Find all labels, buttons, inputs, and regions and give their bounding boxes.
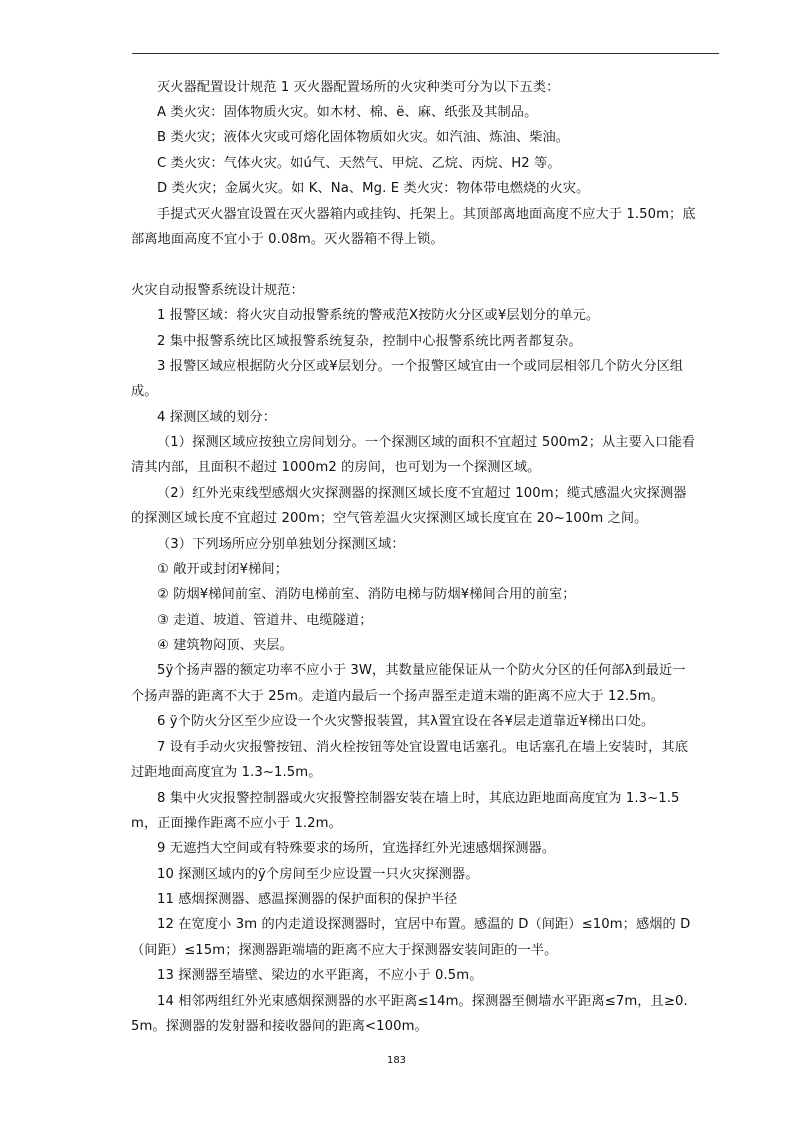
text-line-21: ③ 走道、坡道、管道井、电缆隧道； [157, 613, 373, 628]
text-line-24: 个扬声器的距离不大于 25m。走道内最后一个扬声器至走道末端的距离不应大于 12.5m。 [131, 689, 664, 704]
text-line-29: m，正面操作距离不应小于 1.2m。 [131, 816, 342, 831]
text-line-14: （1）探测区域应按独立房间划分。一个探测区域的面积不宜超过 500m2；从主要入口能看 [157, 435, 696, 450]
text-line-32: 11 感烟探测器、感温探测器的保护面积的保护半径 [157, 892, 458, 907]
text-line-10: 2 集中报警系统比区域报警系统复杂，控制中心报警系统比两者都复杂。 [157, 334, 582, 349]
text-line-28: 8 集中火灾报警控制器或火灾报警控制器安装在墙上时，其底边距地面高度宜为 1.3~1.5 [157, 791, 680, 806]
header-rule [132, 53, 719, 54]
text-line-19: ① 敞开或封闭¥梯间； [157, 562, 289, 577]
text-line-3: B 类火灾；液体火灾或可熔化固体物质如火灾。如汽油、炼油、柴油。 [157, 130, 570, 145]
text-line-18: （3）下列场所应分别单独划分探测区域： [157, 537, 405, 552]
page-number: 183 [386, 1055, 407, 1066]
text-line-13: 4 探测区域的划分： [157, 410, 277, 425]
section-heading: 火灾自动报警系统设计规范： [131, 283, 304, 298]
text-line-7: 部离地面高度不宜小于 0.08m。灭火器箱不得上锁。 [131, 232, 444, 247]
text-line-22: ④ 建筑物闷顶、夹层。 [157, 638, 293, 653]
text-line-36: 14 相邻两组红外光束感烟探测器的水平距离≤14m。探测器至侧墙水平距离≤7m，且≥0. [157, 994, 688, 1009]
text-line-37: 5m。探测器的发射器和接收器间的距离<100m。 [131, 1019, 428, 1034]
text-line-31: 10 探测区域内的ÿ个房间至少应设置一只火灾探测器。 [157, 867, 479, 882]
text-line-15: 清其内部，且面积不超过 1000m2 的房间，也可划为一个探测区域。 [131, 460, 541, 475]
text-line-35: 13 探测器至墙壁、梁边的水平距离，不应小于 0.5m。 [157, 968, 483, 983]
text-line-17: 的探测区域长度不宜超过 200m；空气管差温火灾探测区域长度宜在 20~100m 之间。 [131, 511, 648, 526]
text-line-33: 12 在宽度小 3m 的内走道设探测器时，宜居中布置。感温的 D（间距）≤10m；感烟的 D [157, 917, 691, 932]
text-line-16: （2）红外光束线型感烟火灾探测器的探测区域长度不宜超过 100m；缆式感温火灾探测器 [157, 486, 687, 501]
text-line-30: 9 无遮挡大空间或有特殊要求的场所，宜选择红外光速感烟探测器。 [157, 841, 556, 856]
text-line-6: 手提式灭火器宜设置在灭火器箱内或挂钩、托架上。其顶部离地面高度不应大于 1.50m；底 [157, 207, 696, 222]
text-line-5: D 类火灾；金属火灾。如 K、Na、Mg. E 类火灾：物体带电燃烧的火灾。 [157, 181, 590, 196]
text-line-27: 过距地面高度宜为 1.3~1.5m。 [131, 765, 322, 780]
text-line-25: 6 ÿ个防火分区至少应设一个火灾警报装置，其λ置宜设在各¥层走道靠近¥梯出口处。 [157, 714, 655, 729]
text-line-9: 1 报警区域：将火灾自动报警系统的警戒范X按防火分区或¥层划分的单元。 [157, 308, 600, 323]
text-line-20: ② 防烟¥梯间前室、消防电梯前室、消防电梯与防烟¥梯间合用的前室； [157, 587, 576, 602]
text-line-2: A 类火灾：固体物质火灾。如木材、棉、ё、麻、纸张及其制品。 [157, 105, 538, 120]
text-line-11: 3 报警区域应根据防火分区或¥层划分。一个报警区域宜由一个或同层相邻几个防火分区组 [157, 359, 684, 374]
text-line-23: 5ÿ个扬声器的额定功率不应小于 3W，其数量应能保证从一个防火分区的任何部λ到最近一 [157, 663, 686, 678]
text-line-12: 成。 [131, 384, 158, 399]
text-line-1: 灭火器配置设计规范 1 灭火器配置场所的火灾种类可分为以下五类： [157, 80, 560, 95]
text-line-26: 7 设有手动火灾报警按钮、消火栓按钮等处宜设置电话塞孔。电话塞孔在墙上安装时，其底 [157, 740, 688, 755]
text-line-34: （间距）≤15m；探测器距端墙的距离不应大于探测器安装间距的一半。 [131, 943, 558, 958]
text-line-4: C 类火灾：气体火灾。如ú气、天然气、甲烷、乙烷、丙烷、H2 等。 [157, 156, 561, 171]
